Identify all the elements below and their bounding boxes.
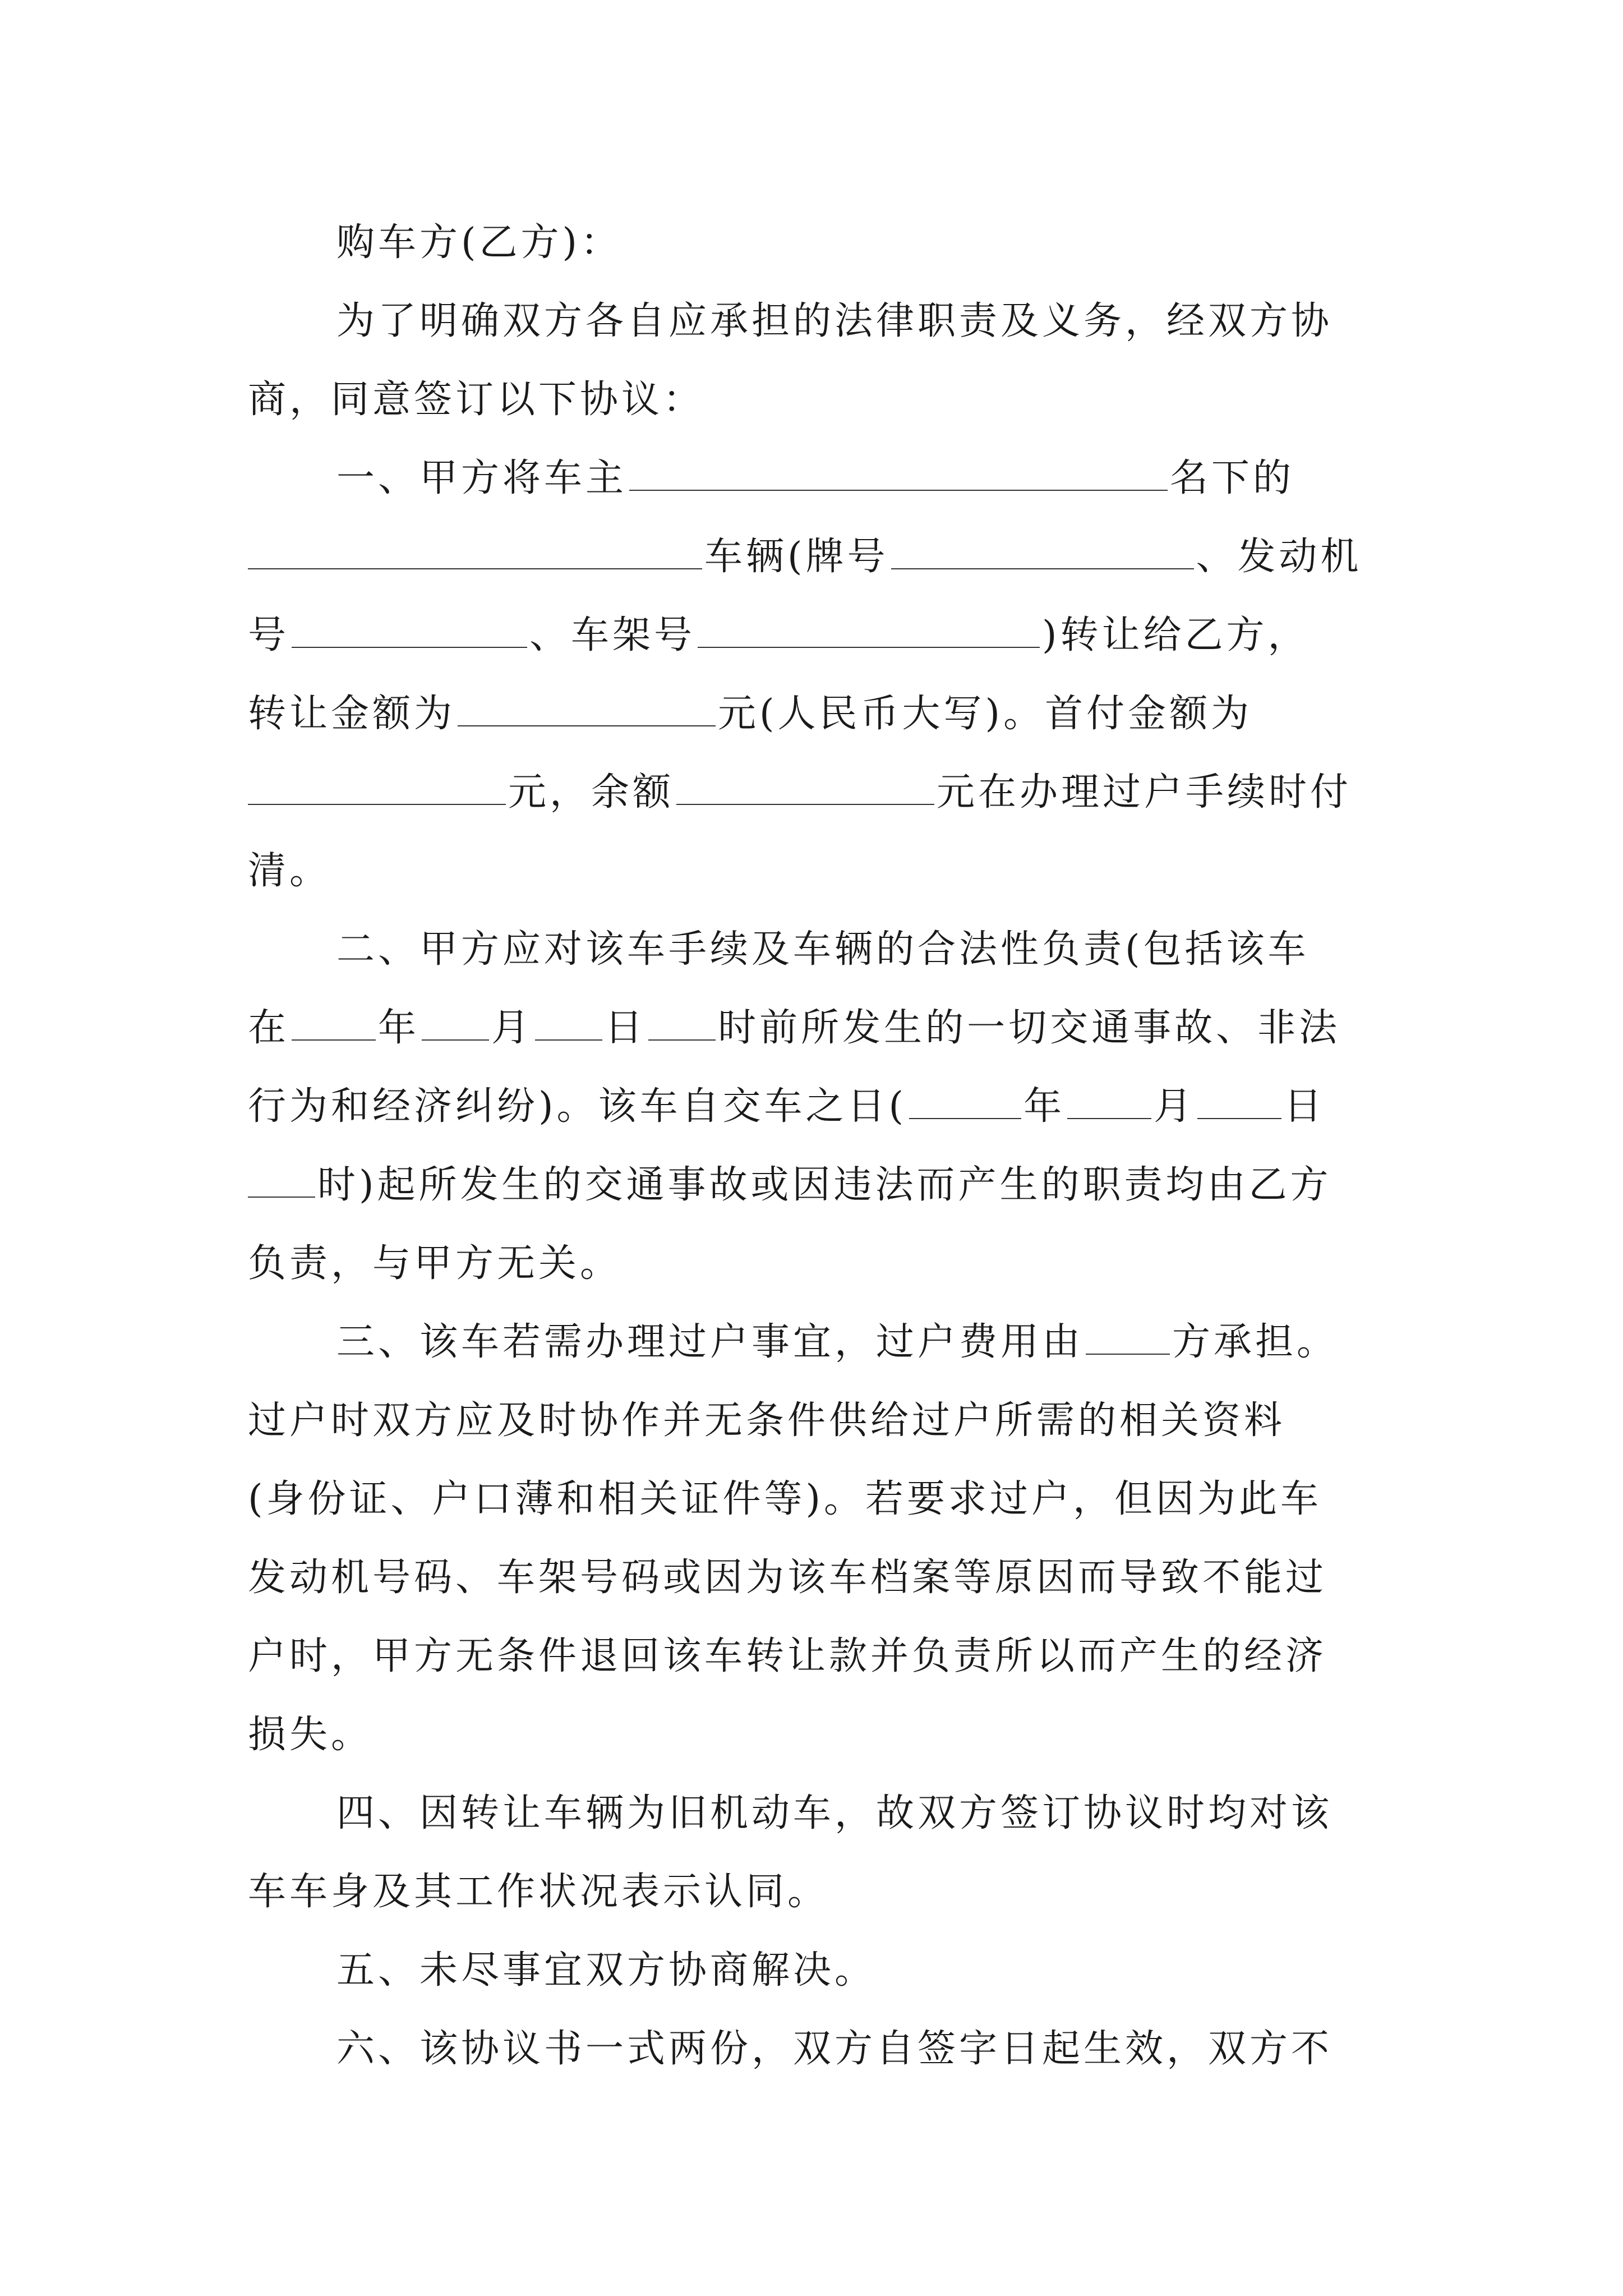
clause3-text: 损失。 <box>248 1713 373 1757</box>
delivery-year-blank[interactable] <box>909 1079 1021 1119</box>
clause1-line-2 <box>248 526 1392 588</box>
clause1-text: 元，余额 <box>508 770 675 815</box>
transfer-amount-blank[interactable] <box>458 686 716 726</box>
clause3-line-4 <box>248 1547 1392 1609</box>
clause2-text: 二、甲方应对该车手续及车辆的合法性负责(包括该车 <box>336 927 1310 972</box>
intro-text-2: 商，同意签订以下协议： <box>248 378 705 422</box>
plate-number-blank[interactable] <box>891 529 1194 569</box>
clause1-text: 车辆(牌号 <box>704 535 889 579</box>
vehicle-blank[interactable] <box>248 529 702 569</box>
transfer-fee-party-blank[interactable] <box>1086 1314 1170 1355</box>
clause3-line-2 <box>248 1390 1392 1452</box>
frame-number-blank[interactable] <box>698 608 1040 648</box>
clause2-line-4 <box>248 1154 1392 1216</box>
clause1-text: 名下的 <box>1170 456 1295 500</box>
intro-line-2 <box>248 369 1392 431</box>
clause2-text: 月 <box>491 1006 533 1050</box>
clause1-text: 、发动机 <box>1196 535 1362 579</box>
clause6-line-1 <box>336 2018 1481 2080</box>
engine-number-blank[interactable] <box>292 608 527 648</box>
clause2-text: 日 <box>1284 1084 1326 1129</box>
clause2-line-2 <box>248 997 1392 1059</box>
clause3-line-3 <box>248 1469 1392 1530</box>
clause2-text: 年 <box>1023 1084 1066 1129</box>
intro-text-1: 为了明确双方各自应承担的法律职责及义务，经双方协 <box>336 299 1333 343</box>
clause2-line-5 <box>248 1233 1392 1295</box>
clause2-text: 年 <box>378 1006 420 1050</box>
clause1-text: 清。 <box>248 849 331 893</box>
clause1-text: )转让给乙方， <box>1042 613 1310 657</box>
date-day-blank[interactable] <box>535 1000 602 1041</box>
clause1-text: 元(人民币大写)。首付金额为 <box>718 692 1253 736</box>
clause5-line-1 <box>336 1940 1481 2001</box>
date-month-blank[interactable] <box>422 1000 489 1041</box>
clause6-text: 六、该协议书一式两份，双方自签字日起生效，双方不 <box>336 2027 1333 2071</box>
clause1-line-1 <box>336 448 1481 509</box>
clause1-line-4 <box>248 683 1392 745</box>
clause3-text: (身份证、户口薄和相关证件等)。若要求过户，但因为此车 <box>248 1477 1322 1521</box>
clause3-line-1 <box>336 1312 1481 1373</box>
delivery-hour-blank[interactable] <box>248 1157 315 1198</box>
date-hour-blank[interactable] <box>648 1000 716 1041</box>
owner-name-blank[interactable] <box>629 450 1168 491</box>
clause2-line-1 <box>336 919 1481 981</box>
clause2-line-3 <box>248 1076 1392 1138</box>
clause3-text: 三、该车若需办理过户事宜，过户费用由 <box>336 1320 1084 1364</box>
clause2-text: 在 <box>248 1006 290 1050</box>
down-payment-blank[interactable] <box>248 765 506 805</box>
buyer-heading <box>336 212 1481 274</box>
clause4-line-1 <box>336 1783 1481 1844</box>
clause1-text: 元在办理过户手续时付 <box>937 770 1352 815</box>
clause1-text: 号 <box>248 613 290 657</box>
clause4-line-2 <box>248 1861 1392 1923</box>
delivery-month-blank[interactable] <box>1067 1079 1151 1119</box>
clause1-text: 、车架号 <box>529 613 696 657</box>
intro-line-1 <box>336 291 1481 352</box>
buyer-heading-text: 购车方(乙方)： <box>336 220 623 265</box>
delivery-day-blank[interactable] <box>1197 1079 1281 1119</box>
clause1-text: 一、甲方将车主 <box>336 456 628 500</box>
clause4-text: 车车身及其工作状况表示认同。 <box>248 1870 829 1914</box>
clause2-text: 月 <box>1154 1084 1196 1129</box>
clause2-text: 时前所发生的一切交通事故、非法 <box>718 1006 1341 1050</box>
clause5-text: 五、未尽事宜双方协商解决。 <box>336 1948 877 1993</box>
clause1-line-6 <box>248 840 1392 902</box>
date-year-blank[interactable] <box>292 1000 376 1041</box>
clause1-line-3 <box>248 605 1392 666</box>
clause3-line-5 <box>248 1626 1392 1687</box>
clause3-line-6 <box>248 1704 1392 1766</box>
clause4-text: 四、因转让车辆为旧机动车，故双方签订协议时均对该 <box>336 1791 1333 1835</box>
clause2-text: 日 <box>605 1006 647 1050</box>
clause2-text: 时)起所发生的交通事故或因违法而产生的职责均由乙方 <box>317 1163 1332 1207</box>
clause3-text: 发动机号码、车架号码或因为该车档案等原因而导致不能过 <box>248 1556 1327 1600</box>
clause1-text: 转让金额为 <box>248 692 456 736</box>
clause3-text: 方承担。 <box>1172 1320 1339 1364</box>
balance-blank[interactable] <box>676 765 934 805</box>
clause2-text: 负责，与甲方无关。 <box>248 1241 622 1286</box>
clause3-text: 过户时双方应及时协作并无条件供给过户所需的相关资料 <box>248 1398 1286 1443</box>
clause3-text: 户时，甲方无条件退回该车转让款并负责所以而产生的经济 <box>248 1634 1327 1678</box>
clause2-text: 行为和经济纠纷)。该车自交车之日( <box>248 1084 907 1129</box>
clause1-line-5 <box>248 762 1392 823</box>
